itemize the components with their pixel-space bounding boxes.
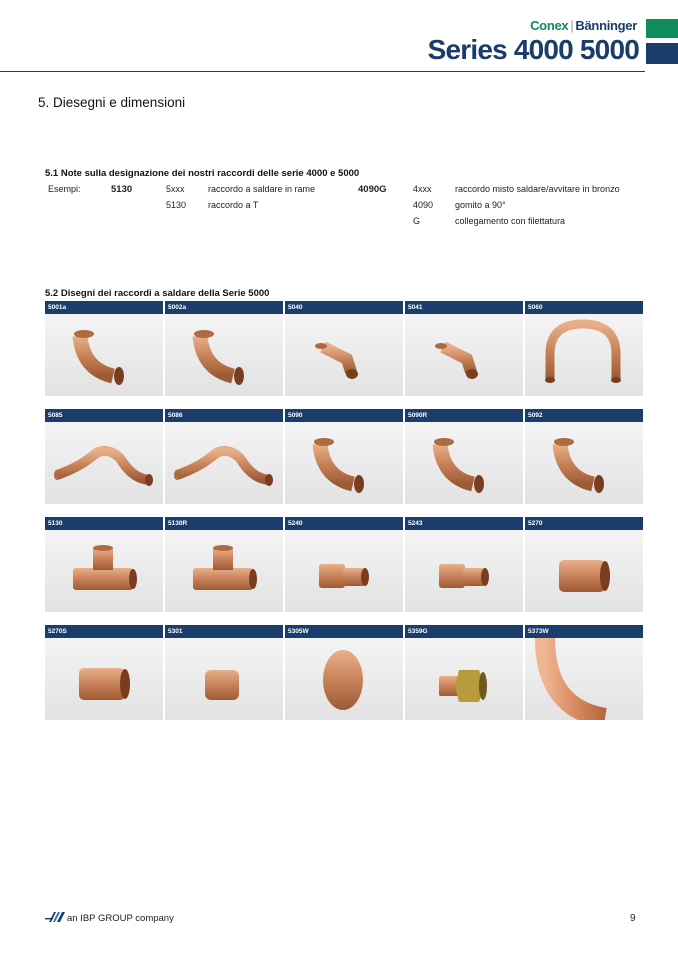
fitting-cell [525,625,643,720]
fittings-row [45,301,643,396]
fitting-photo-icon [165,638,283,720]
notes-title: 5.1 Note sulla designazione dei nostri raccordi delle serie 4000 e 5000 [45,168,360,179]
brand-conex: Conex [530,18,569,33]
ibp-logo-icon [45,912,65,922]
fitting-image [285,422,403,504]
example1-row-code: 5xxx [166,184,185,194]
fitting-image [165,530,283,612]
fitting-code: 5040 [285,301,403,314]
fitting-cell [45,301,163,396]
fitting-cell [525,517,643,612]
fitting-cell [45,409,163,504]
fitting-photo-icon [525,422,643,504]
fitting-image [405,314,523,396]
fitting-code: 5001a [45,301,163,314]
example2-code: 4090G [358,184,387,195]
fitting-image [45,638,163,720]
fitting-image [525,314,643,396]
fitting-cell [45,625,163,720]
header-rule [0,71,645,72]
drawings-title: 5.2 Disegni dei raccordi a saldare della Serie 5000 [45,288,270,299]
brand-separator: | [570,18,574,33]
example1-row-desc: raccordo a T [208,200,259,210]
example1-code: 5130 [111,184,133,195]
fitting-cell [405,625,523,720]
fitting-cell [165,625,283,720]
brand-blue-block [646,43,678,64]
fitting-cell [285,517,403,612]
fitting-image [45,422,163,504]
fitting-photo-icon [405,314,523,396]
fittings-row [45,517,643,612]
fitting-photo-icon [285,530,403,612]
fitting-image [45,530,163,612]
fitting-cell [405,517,523,612]
series-title: Series 4000 5000 [427,34,639,65]
fitting-code: 5301 [165,625,283,638]
fitting-code: 5060 [525,301,643,314]
example1-row-desc: raccordo a saldare in rame [208,184,316,194]
fitting-photo-icon [285,314,403,396]
fitting-photo-icon [45,314,163,396]
fitting-photo-icon [525,530,643,612]
fittings-row [45,625,643,720]
fitting-cell [285,301,403,396]
fitting-cell [165,409,283,504]
fitting-code: 5243 [405,517,523,530]
fitting-cell [165,517,283,612]
fitting-image [165,422,283,504]
fitting-photo-icon [45,422,163,504]
fitting-image [405,422,523,504]
page-number: 9 [630,913,636,924]
fitting-code: 5041 [405,301,523,314]
fitting-image [525,422,643,504]
fitting-photo-icon [285,638,403,720]
fitting-cell [525,409,643,504]
fitting-code: 5090 [285,409,403,422]
examples-label: Esempi: [48,184,81,194]
fitting-code: 5002a [165,301,283,314]
fitting-code: 5305W [285,625,403,638]
fitting-code: 5270S [45,625,163,638]
fitting-photo-icon [525,314,643,396]
fitting-photo-icon [165,422,283,504]
fitting-photo-icon [405,422,523,504]
fittings-grid [45,301,643,733]
fitting-image [525,530,643,612]
fitting-code: 5092 [525,409,643,422]
fitting-image [165,638,283,720]
fitting-image [45,314,163,396]
fitting-code: 5130R [165,517,283,530]
fitting-image [285,530,403,612]
fitting-photo-icon [165,314,283,396]
fitting-photo-icon [405,530,523,612]
fitting-photo-icon [165,530,283,612]
example2-row-code: 4xxx [413,184,432,194]
fitting-cell [45,517,163,612]
fitting-image [165,314,283,396]
example2-row-desc: raccordo misto saldare/avvitare in bronzo [455,184,620,194]
fitting-image [405,638,523,720]
fitting-code: 5373W [525,625,643,638]
example2-row-desc: collegamento con filettatura [455,216,566,226]
fitting-code: 5240 [285,517,403,530]
fitting-image [285,638,403,720]
fitting-code: 5270 [525,517,643,530]
fitting-code: 5085 [45,409,163,422]
fitting-photo-icon [405,638,523,720]
fitting-cell [525,301,643,396]
fitting-cell [165,301,283,396]
fitting-code: 5090R [405,409,523,422]
fitting-cell [405,301,523,396]
fitting-photo-icon [45,638,163,720]
fitting-photo-icon [285,422,403,504]
fitting-code: 5086 [165,409,283,422]
fitting-cell [405,409,523,504]
fitting-photo-icon [45,530,163,612]
fitting-image [405,530,523,612]
section-title: 5. Diesegni e dimensioni [38,95,186,110]
footer-company: an IBP GROUP company [67,913,174,924]
brand-logo [530,18,637,33]
example2-row-code: 4090 [413,200,434,210]
fitting-image [285,314,403,396]
brand-green-block [646,19,678,38]
brand-banninger: Bänninger [575,18,637,33]
fitting-image [525,638,643,720]
example2-row-desc: gomito a 90° [455,200,506,210]
example2-row-code: G [413,216,421,226]
fitting-code: 5359G [405,625,523,638]
fitting-photo-icon [525,638,643,720]
fitting-code: 5130 [45,517,163,530]
fitting-cell [285,625,403,720]
fittings-row [45,409,643,504]
fitting-cell [285,409,403,504]
example1-row-code: 5130 [166,200,187,210]
